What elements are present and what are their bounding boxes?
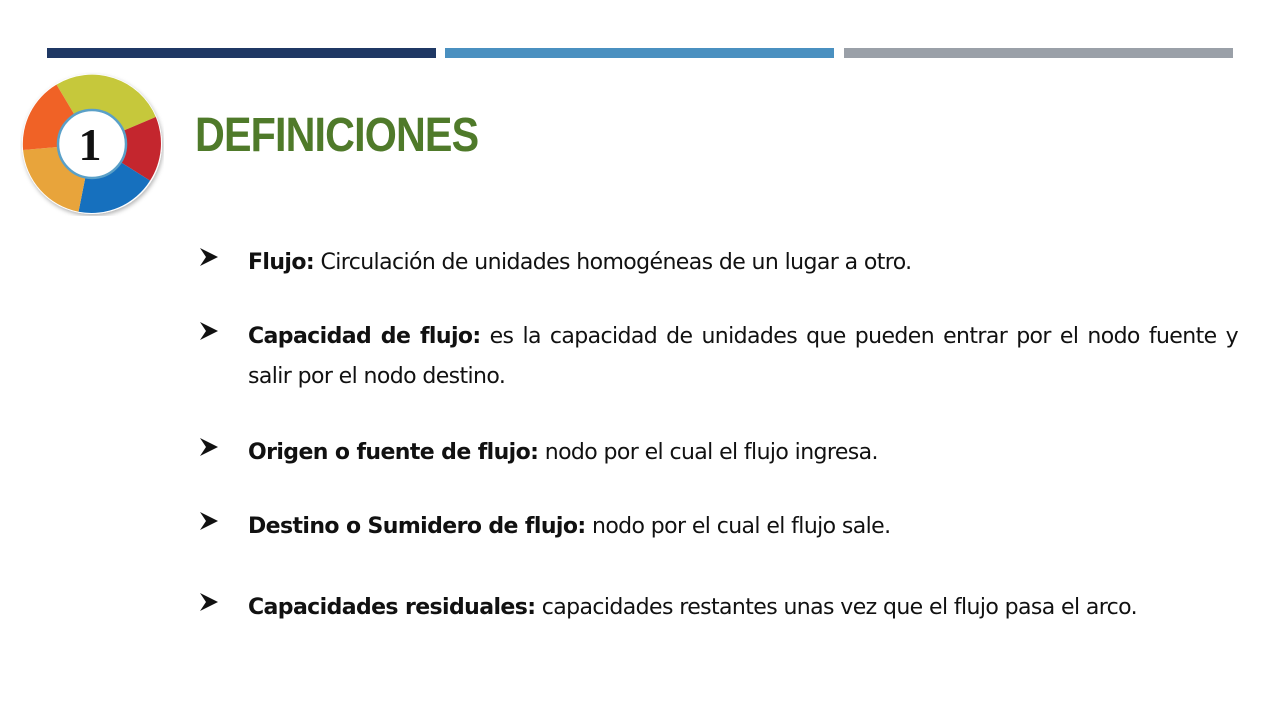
- accent-bar-dark-blue: [47, 48, 436, 58]
- arrow-bullet-icon: [198, 436, 220, 458]
- top-accent-bars: [47, 48, 1233, 58]
- list-item-text: [248, 507, 1238, 547]
- definition-text: capacidades restantes unas vez que el flujo pasa el arco.: [535, 595, 1138, 620]
- term-label: Capacidades residuales:: [248, 595, 536, 620]
- section-number: 1: [78, 118, 102, 170]
- list-item-residuales: [198, 588, 1238, 628]
- term-label: Origen o fuente de flujo:: [248, 440, 539, 465]
- list-item-capacidad: [198, 317, 1238, 397]
- definition-text: es la capacidad de unidades que pueden entrar por el nodo fuente y salir por el nodo destino.: [248, 324, 1238, 389]
- accent-bar-light-blue: [445, 48, 834, 58]
- arrow-bullet-icon: [198, 320, 220, 342]
- arrow-bullet-icon: [198, 246, 220, 268]
- arrow-bullet-icon: [198, 591, 220, 613]
- list-item-text: [248, 433, 1238, 473]
- page-title: DEFINICIONES: [195, 109, 479, 162]
- term-label: Flujo:: [248, 250, 315, 275]
- list-item-origen: [198, 433, 1238, 473]
- accent-bar-gray: [844, 48, 1233, 58]
- definition-text: Circulación de unidades homogéneas de un lugar a otro.: [314, 250, 912, 275]
- term-label: Capacidad de flujo:: [248, 324, 481, 349]
- term-label: Destino o Sumidero de flujo:: [248, 514, 586, 539]
- list-item-text: [248, 317, 1238, 397]
- list-item-text: [248, 243, 1238, 283]
- arrow-bullet-icon: [198, 510, 220, 532]
- section-number-badge: [20, 72, 164, 216]
- list-item-destino: [198, 507, 1238, 547]
- definition-text: nodo por el cual el flujo ingresa.: [538, 440, 878, 465]
- list-item-text: [248, 588, 1238, 628]
- definition-text: nodo por el cual el flujo sale.: [585, 514, 891, 539]
- list-item-flujo: [198, 243, 1238, 283]
